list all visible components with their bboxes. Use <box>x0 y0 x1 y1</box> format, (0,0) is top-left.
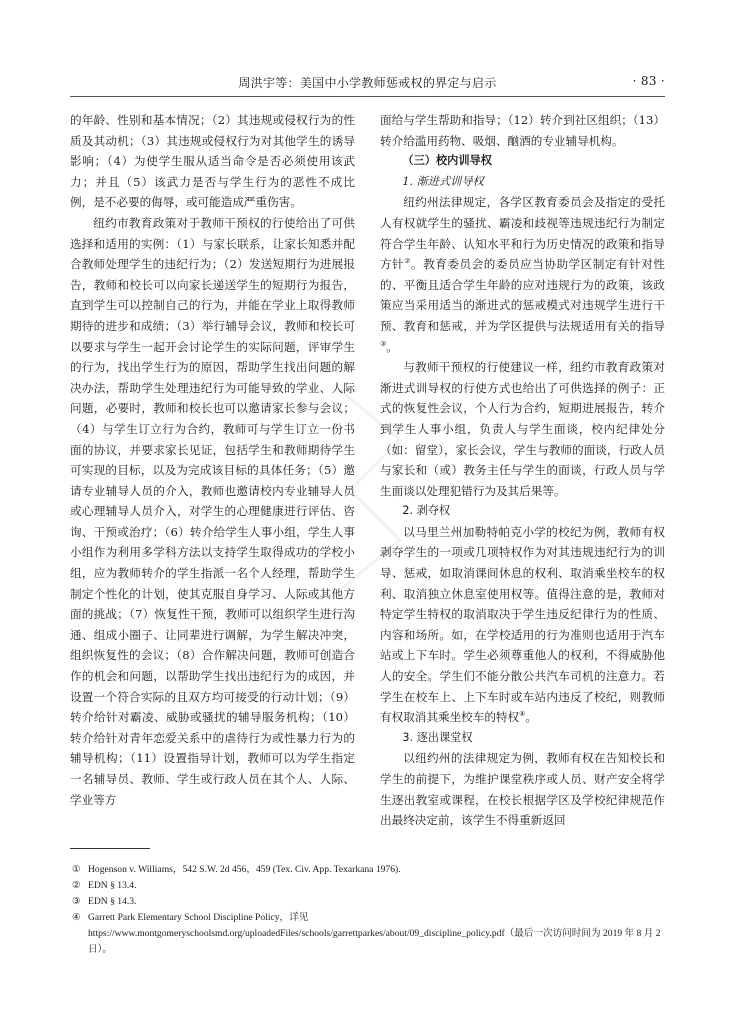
footnote-mark: ④ <box>72 912 81 923</box>
footnote-ref[interactable]: ④ <box>519 710 526 719</box>
paragraph-text: 。 <box>386 339 398 354</box>
footnote-mark: ③ <box>72 896 81 907</box>
paragraph-text: 纽约州法律规定，各学区教育委员会及指定的受托人有权就学生的骚扰、霸凌和歧视等违规违纪行为制定符合学生年龄、认知水平和行为历史情况的政策和指导方针 <box>380 195 665 272</box>
footnote-text: Garrett Park Elementary School Discipline Policy，详见 https://www.montgomeryschoolsmd.org/uploadedFiles/schools/garrettparkes/about/09_discipline_policy.pdf（最后一次访问时间为 2019 年 8 月 2 日）。 <box>88 912 661 955</box>
paragraph: 纽约市教育政策对于教师干预权的行使给出了可供选择和适用的实例：（1）与家长联系，让家长知悉并配合教师处理学生的违纪行为；（2）发送短期行为进展报告，教师和校长可以向家长递送学生的短期行为报告，直到学生可以控制自己的行为，并能在学业上取得教师期待的进步和成绩；（3）举行辅导会议，教师和校长可以要求与学生一起开会讨论学生的实际问题，评审学生的行为，找出学生行为的原因，帮助学生找出问题的解决办法，帮助学生处理违纪行为可能导致的学业、人际问题，必要时，教师和校长也可以邀请家长参与会议；（4）与学生订立行为合约，教师可与学生订立一份书面的协议，并要求家长见证，包括学生和教师期待学生可实现的目标，以及为完成该目标的具体任务；（5）邀请专业辅导人员的介入，教师也邀请校内专业辅导人员或心理辅导人员介入，对学生的心理健康进行评估、咨询、干预或治疗；（6）转介给学生人事小组，学生人事小组作为利用多学科方法以支持学生取得成功的学校小组，应为教师转介的学生指派一名个人经理，帮助学生制定个性化的计划，使其克服自身学习、人际或其他方面的挑战；（7）恢复性干预，教师可以组织学生进行沟通、组成小圈子、让同辈进行调解，为学生解决冲突，组织恢复性的会议；（8）合作解决问题，教师可创造合作的机会和问题，以帮助学生找出违纪行为的成因，并设置一个符合实际的且双方均可接受的行动计划；（9）转介给针对霸凌、威胁或骚扰的辅导服务机构；（10）转介给针对青年恋爱关系中的虐待行为或性暴力行为的辅导机构；（11）设置指导计划，教师可以为学生指定一名辅导员、教师、学生或行政人员在其个人、人际、学业等方 <box>70 215 355 807</box>
paragraph <box>380 522 665 728</box>
paragraph-text: 以马里兰州加勒特帕克小学的校纪为例，教师有权剥夺学生的一项或几项特权作为对其违规违纪行为的训导、惩戒，如取消课间休息的权利、取消乘坐校车的权利、取消独立休息室使用权等。值得注意的是，教师对特定学生特权的取消取决于学生违反纪律行为的性质、内容和场所。如，在学校适用的行为准则也适用于汽车站或上下车时。学生必须尊重他人的权利，不得威胁他人的安全。学生们不能分散公共汽车司机的注意力。若学生在校车上、上下车时或车站内违反了校纪，则教师有权取消其乘坐校车的特权 <box>380 524 665 725</box>
paragraph: 以纽约州的法律规定为例，教师有权在告知校长和学生的前提下，为维护课堂秩序或人员、财产安全将学生逐出教室或课程，在校长根据学区及学校纪律规范作出最终决定前，该学生不得重新返回 <box>380 751 665 828</box>
footnote-ref[interactable]: ③ <box>380 339 387 348</box>
section-heading: （三）校内训导权 <box>402 154 492 168</box>
footnotes <box>70 862 665 958</box>
footnote-ref[interactable]: ② <box>404 257 412 266</box>
page-number: · 83 · <box>632 74 665 88</box>
subsection-heading: 3. 逐出课堂权 <box>402 730 473 744</box>
paragraph-text: 。教育委员会的委员应当协助学区制定有针对性的、平衡且适合学生年龄的应对违规行为的政策，该政策应当采用适当的渐进式的惩戒模式对违规学生进行干预、教育和惩戒，并为学区提供与法规适用有关的指导 <box>380 257 665 333</box>
footnote <box>70 910 665 958</box>
footnote-text: EDN § 13.4. <box>88 880 137 891</box>
footnote <box>70 894 665 910</box>
footnote-mark: ② <box>72 880 81 891</box>
footnote-mark: ① <box>72 864 81 875</box>
footnote-rule <box>70 848 150 849</box>
left-column <box>70 110 355 810</box>
paragraph: 面给与学生帮助和指导；（12）转介到社区组织；（13）转介给滥用药物、吸烟、酗酒的专业辅导机构。 <box>380 113 665 148</box>
running-title: 周洪宇等：美国中小学教师惩戒权的界定与启示 <box>238 76 497 90</box>
header-rule <box>70 96 665 97</box>
running-header <box>70 74 665 94</box>
footnote-text: EDN § 14.3. <box>88 896 137 907</box>
paragraph: 的年龄、性别和基本情况；（2）其违规或侵权行为的性质及其动机；（3）其违规或侵权行为对其他学生的诱导影响；（4）为使学生服从适当命令是否必须使用该武力；并且（5）该武力是否与学生行为的恶性不成比例，是不必要的侮辱，或可能造成严重伤害。 <box>70 113 355 210</box>
paragraph <box>380 192 665 357</box>
right-column <box>380 110 665 831</box>
subsection-heading: 2. 剥夺权 <box>402 504 451 518</box>
footnote <box>70 878 665 894</box>
paragraph-text: 。 <box>525 710 538 725</box>
paragraph: 与教师干预权的行使建议一样，纽约市教育政策对渐进式训导权的行使方式也给出了可供选择的例子：正式的恢复性会议，个人行为合约，短期进展报告，转介到学生人事小组，负责人与学生面谈，校内纪律处分（如：留堂），家长会议，学生与教师的面谈，行政人员与家长和（或）教务主任与学生的面谈，行政人员与学生面谈以处理犯错行为及其后果等。 <box>380 360 665 498</box>
footnote-text: Hogenson v. Williams，542 S.W. 2d 456，459 (Tex. Civ. App. Texarkana 1976). <box>88 864 401 875</box>
subsection-heading: 1. 渐进式训导权 <box>402 174 484 188</box>
footnote <box>70 862 665 878</box>
